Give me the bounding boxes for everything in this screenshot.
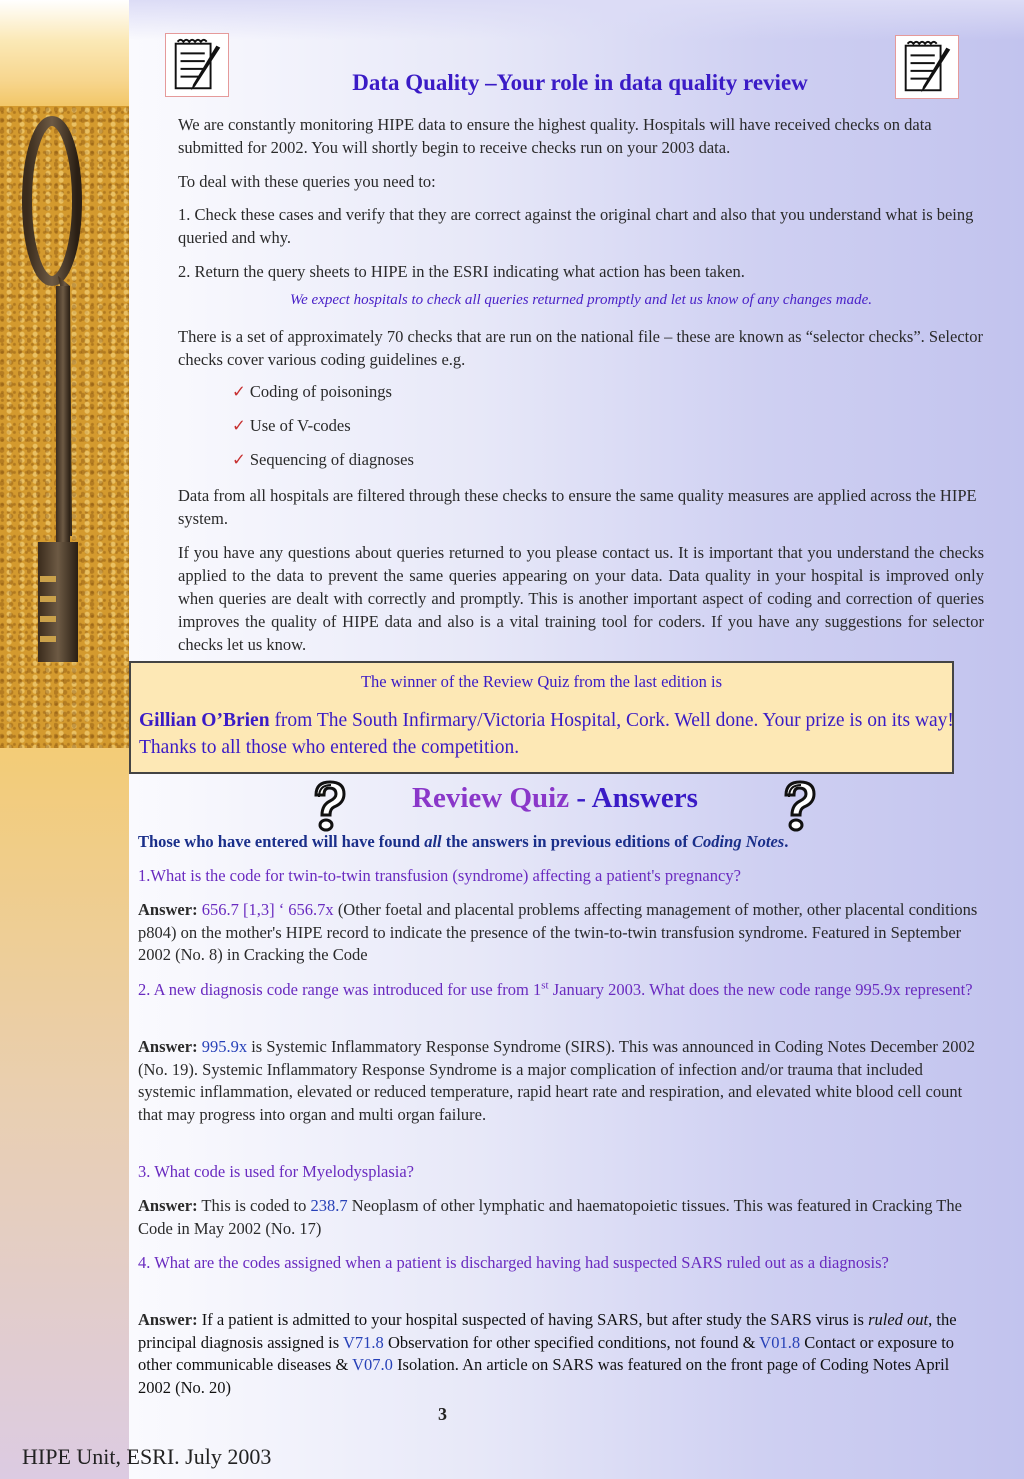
winner-intro: The winner of the Review Quiz from the last edition is	[360, 672, 723, 691]
question-2: 2. A new diagnosis code range was introduced for use from 1st January 2003. What does the new code range 995.9x represent?	[138, 979, 973, 999]
checklist-item: ✓ Sequencing of diagnoses	[232, 450, 414, 469]
filter-paragraph: Data from all hospitals are filtered through these checks to ensure the same quality measures are applied across the HIPE system.	[178, 486, 977, 528]
intro-paragraph-2: To deal with these queries you need to:	[178, 172, 436, 191]
question-mark-icon	[776, 779, 820, 833]
footer: HIPE Unit, ESRI. July 2003	[22, 1444, 272, 1469]
question-3: 3. What code is used for Myelodysplasia?	[138, 1162, 415, 1181]
expectation-note: We expect hospitals to check all queries returned promptly and let us know of any changes made.	[290, 292, 872, 308]
winner-text: Gillian O’Brien from The South Infirmary/Victoria Hospital, Cork. Well done. Your prize is on its way! Thanks to all those who entered the competition.	[139, 710, 954, 758]
checklist-item: ✓ Coding of poisonings	[232, 382, 392, 401]
intro-paragraph-1: We are constantly monitoring HIPE data to ensure the highest quality. Hospitals will have received checks on data submitted for 2002. You will shortly begin to receive checks run on your 2003 data.	[178, 115, 932, 157]
winner-announcement-box	[129, 661, 954, 774]
quiz-intro: Those who have entered will have found all the answers in previous editions of Coding Notes.	[138, 832, 789, 851]
checklist-item: ✓ Use of V-codes	[232, 416, 351, 435]
quiz-title: Review Quiz - Answers	[412, 782, 698, 814]
questions-paragraph: If you have any questions about queries returned to you please contact us. It is important that you understand the checks applied to the data to prevent the same queries appearing on your data. Data quality in your hospital is improved only when queries are dealt with correctly and promptly. This is another important aspect of coding and correction of queries improves the quality of HIPE data and also is a vital training tool for coders. If you have any suggestions for selector checks let us know.	[178, 543, 984, 654]
top-band	[129, 0, 1024, 40]
page-number: 3	[438, 1404, 447, 1424]
selector-checks-paragraph: There is a set of approximately 70 checks that are run on the national file – these are known as “selector checks”. Selector checks cover various coding guidelines e.g.	[178, 327, 983, 369]
question-mark-icon	[306, 779, 350, 833]
answer-2: Answer: 995.9x is Systemic Inflammatory Response Syndrome (SIRS). This was announced in Coding Notes December 2002 (No. 19). Systemic Inflammatory Response Syndrome is a major complication of infection and/or trauma that included systemic inflammation, elevated or reduced temperature, rapid heart rate and respiration, and elevated white blood cell count that may progress into organ and multi organ failure.	[138, 1037, 975, 1124]
checkmark-icon: ✓	[232, 450, 246, 469]
answer-3: Answer: This is coded to 238.7 Neoplasm of other lymphatic and haematopoietic tissues. This was featured in Cracking The Code in May 2002 (No. 17)	[138, 1196, 962, 1238]
answer-1: Answer: 656.7 [1,3] ‘ 656.7x (Other foetal and placental problems affecting management of mother, other placental conditions p804) on the mother's HIPE record to indicate the presence of the twin-to-twin transfusion syndrome. Featured in September 2002 (No. 8) in Cracking the Code	[138, 900, 978, 964]
winner-name: Gillian O’Brien	[139, 710, 270, 731]
checkmark-icon: ✓	[232, 416, 246, 435]
step-2: 2. Return the query sheets to HIPE in the ESRI indicating what action has been taken.	[178, 262, 745, 281]
checkmark-icon: ✓	[232, 382, 246, 401]
antique-key-photo	[0, 106, 129, 748]
step-1: 1. Check these cases and verify that they are correct against the original chart and also that you understand what is being queried and why.	[178, 205, 974, 247]
answer-4: Answer: If a patient is admitted to your hospital suspected of having SARS, but after study the SARS virus is ruled out, the principal diagnosis assigned is V71.8 Observation for other specified conditions, not found & V01.8 Contact or exposure to other communicable diseases & V07.0 Isolation. An article on SARS was featured on the front page of Coding Notes April 2002 (No. 20)	[138, 1310, 957, 1397]
page-title: Data Quality –Your role in data quality review	[352, 70, 808, 95]
question-4: 4. What are the codes assigned when a patient is discharged having had suspected SARS ruled out as a diagnosis?	[138, 1253, 889, 1272]
question-1: 1.What is the code for twin-to-twin transfusion (syndrome) affecting a patient's pregnancy?	[138, 866, 741, 885]
